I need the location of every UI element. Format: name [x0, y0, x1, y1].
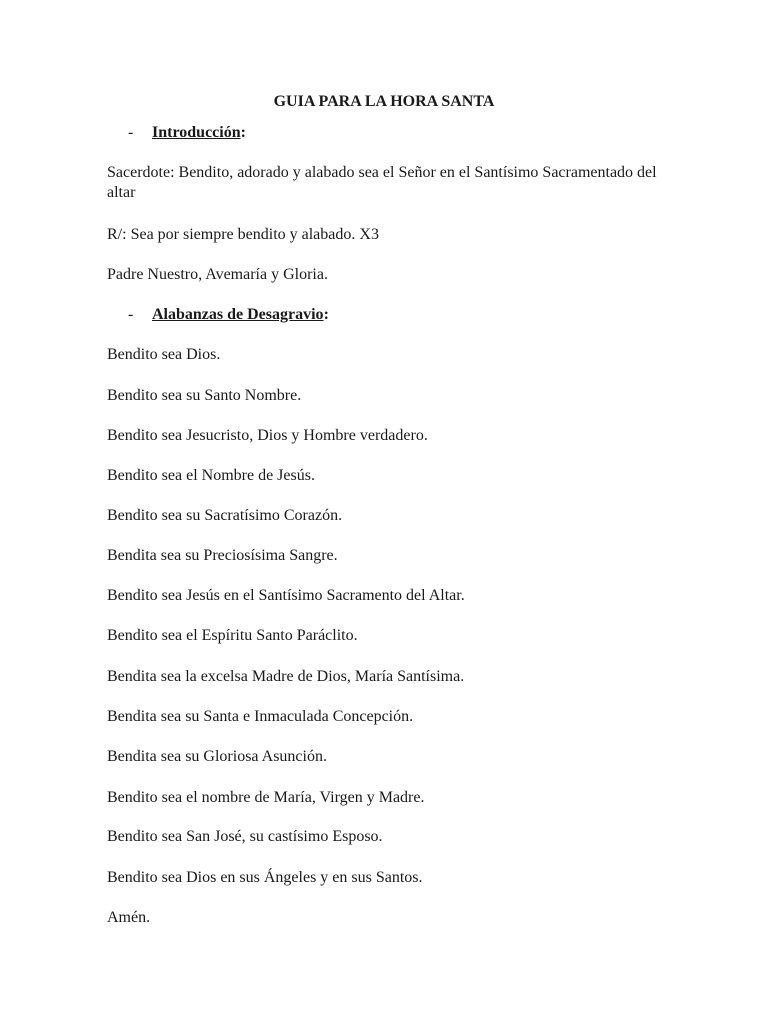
- section-heading-colon: :: [240, 124, 246, 141]
- praise-line: Bendito sea Dios.: [107, 346, 221, 363]
- amen-line: Amén.: [107, 909, 151, 926]
- praise-line: Bendito sea Dios en sus Ángeles y en sus Santos.: [107, 869, 423, 886]
- section-heading-colon: :: [323, 306, 329, 323]
- bullet-dash: -: [128, 124, 134, 141]
- intro-paragraph: Sacerdote: Bendito, adorado y alabado sea el Señor en el Santísimo Sacramentado del altar: [107, 164, 657, 201]
- praise-line: Bendito sea el Nombre de Jesús.: [107, 467, 315, 484]
- praise-line: Bendito sea su Santo Nombre.: [107, 387, 302, 404]
- praise-line: Bendito sea su Sacratísimo Corazón.: [107, 507, 343, 524]
- praise-line: Bendita sea su Gloriosa Asunción.: [107, 748, 327, 765]
- praise-line: Bendita sea la excelsa Madre de Dios, María Santísima.: [107, 668, 465, 685]
- section-heading-alabanzas: [128, 305, 329, 325]
- intro-paragraph: Padre Nuestro, Avemaría y Gloria.: [107, 266, 328, 283]
- praise-line: Bendito sea San José, su castísimo Esposo.: [107, 828, 383, 845]
- bullet-dash: -: [128, 306, 134, 323]
- section-heading-label: Introducción: [152, 124, 241, 141]
- document-title: GUIA PARA LA HORA SANTA: [273, 93, 495, 110]
- praise-line: Bendita sea su Santa e Inmaculada Concepción.: [107, 708, 414, 725]
- section-heading-introduccion: [128, 123, 246, 143]
- intro-paragraph: R/: Sea por siempre bendito y alabado. X3: [107, 226, 379, 243]
- section-heading-label: Alabanzas de Desagravio: [152, 306, 324, 323]
- praise-line: Bendito sea el nombre de María, Virgen y Madre.: [107, 789, 425, 806]
- praise-line: Bendita sea su Preciosísima Sangre.: [107, 547, 338, 564]
- praise-line: Bendito sea el Espíritu Santo Paráclito.: [107, 627, 358, 644]
- praise-line: Bendito sea Jesucristo, Dios y Hombre verdadero.: [107, 427, 428, 444]
- praise-line: Bendito sea Jesús en el Santísimo Sacramento del Altar.: [107, 587, 465, 604]
